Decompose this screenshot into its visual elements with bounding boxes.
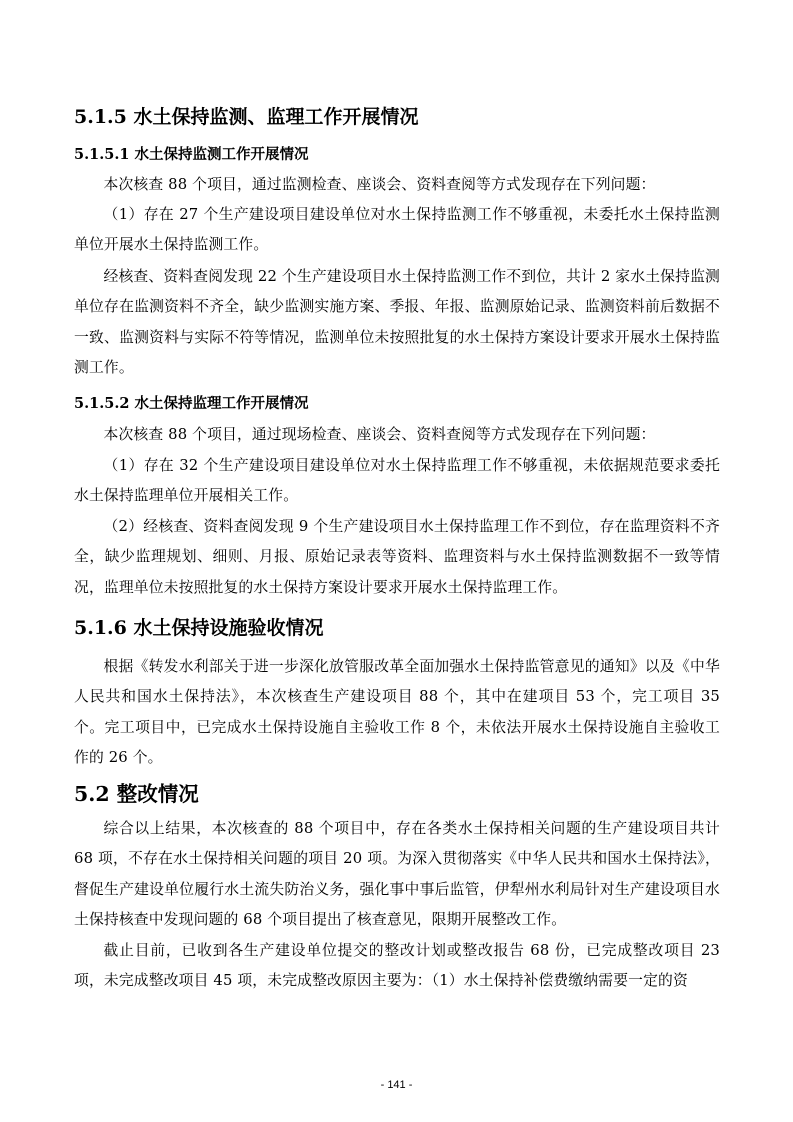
paragraph: （2）经核查、资料查阅发现 9 个生产建设项目水土保持监理工作不到位，存在监理资料不齐全，缺少监理规划、细则、月报、原始记录表等资料、监理资料与水土保持监测数据不一致等情况，监理单位未按照批复的水土保持方案设计要求开展水土保持监理工作。 [74,518,720,596]
paragraph: 本次核查 88 个项目，通过现场检查、座谈会、资料查阅等方式发现存在下列问题： [103,426,656,443]
paragraph: 本次核查 88 个项目，通过监测检查、座谈会、资料查阅等方式发现存在下列问题： [103,176,656,193]
paragraph: 综合以上结果，本次核查的 88 个项目中，存在各类水土保持相关问题的生产建设项目共计 68 项，不存在水土保持相关问题的项目 20 项。为深入贯彻落实《中华人民共和国水土保持法》，督促生产建设单位履行水土流失防治义务，强化事中事后监管，伊犁州水利局针对生产建设项目水土保持核查中发现问题的 68 个项目提出了核查意见，限期开展整改工作。 [74,820,720,929]
heading-5-1-5-1: 5.1.5.1 水土保持监测工作开展情况 [74,146,309,163]
heading-5-1-5-2: 5.1.5.2 水土保持监理工作开展情况 [74,395,309,412]
heading-5-1-5: 5.1.5 水土保持监测、监理工作开展情况 [74,106,419,128]
paragraph: 经核查、资料查阅发现 22 个生产建设项目水土保持监测工作不到位，共计 2 家水土保持监测单位存在监测资料不齐全，缺少监测实施方案、季报、年报、监测原始记录、监测资料前后数据不一致、监测资料与实际不符等情况，监测单位未按照批复的水土保持方案设计要求开展水土保持监测工作。 [74,268,720,377]
paragraph: 截止目前，已收到各生产建设单位提交的整改计划或整改报告 68 份，已完成整改项目 23 项，未完成整改项目 45 项，未完成整改原因主要为：（1）水土保持补偿费缴纳需要一定的资 [74,942,720,990]
paragraph: （1）存在 32 个生产建设项目建设单位对水土保持监理工作不够重视，未依据规范要求委托水土保持监理单位开展相关工作。 [74,457,720,505]
page-number: - 141 - [380,1079,413,1091]
paragraph: （1）存在 27 个生产建设项目建设单位对水土保持监测工作不够重视，未委托水土保持监测单位开展水土保持监测工作。 [74,206,720,254]
heading-5-2: 5.2 整改情况 [74,782,199,806]
heading-5-1-6: 5.1.6 水土保持设施验收情况 [74,617,324,639]
paragraph: 根据《转发水利部关于进一步深化放管服改革全面加强水土保持监管意见的通知》以及《中华人民共和国水土保持法》，本次核查生产建设项目 88 个，其中在建项目 53 个，完工项目 35 个。完工项目中，已完成水土保持设施自主验收工作 8 个，未依法开展水土保持设施自主验收工作的 26 个。 [74,658,720,767]
